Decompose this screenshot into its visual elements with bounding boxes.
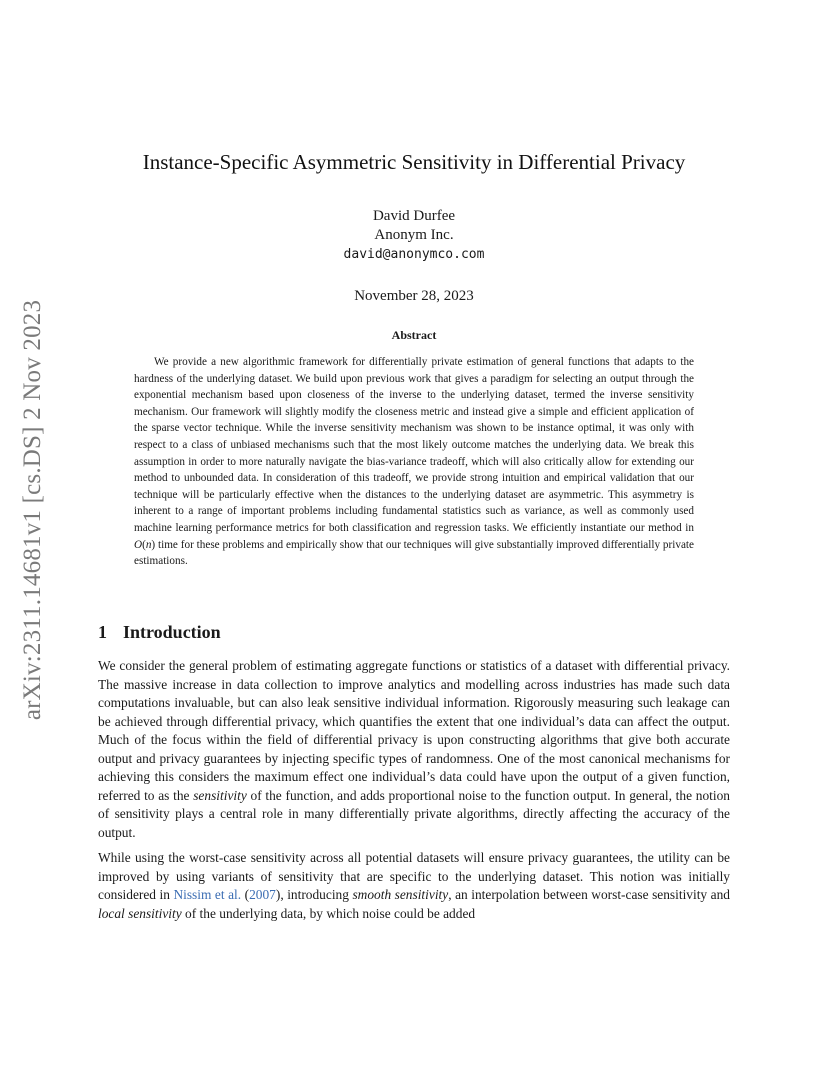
intro-p2-text-c: of the underlying data, by which noise could be added (181, 905, 476, 921)
author-block (0, 207, 828, 264)
abstract-heading: Abstract (391, 328, 437, 342)
intro-p2-text-a: While using the worst-case sensitivity across all potential datasets will ensure privacy guarantees, the utility can be improved by using variants of sensitivity that are specific to the underlying dataset. This notion was initially considered in (98, 850, 730, 902)
intro-p2-text-after-cite: ), introducing (275, 887, 353, 902)
author-affiliation: Anonym Inc. (374, 227, 454, 243)
math-big-o: O (134, 538, 143, 551)
intro-paragraph-1 (98, 657, 730, 842)
arxiv-identifier: arXiv:2311.14681v1 [cs.DS] 2 Nov 2023 (19, 299, 47, 721)
intro-p2-text-b: , an interpolation between worst-case sensitivity and (448, 887, 730, 902)
math-paren-close: ) (151, 538, 156, 551)
math-paren-open: ( (142, 538, 146, 551)
abstract-body (134, 354, 694, 570)
paper-date: November 28, 2023 (354, 288, 474, 304)
intro-p1-text-b: of the function, and adds proportional noise to the function output. In general, the notion of sensitivity plays a central role in many differentially private algorithms, directly affecting the accuracy of the output. (98, 787, 730, 840)
intro-paragraph-2 (98, 849, 730, 923)
term-smooth-sensitivity: smooth sensitivity (352, 887, 449, 902)
intro-p1-text-a: We consider the general problem of estimating aggregate functions or statistics of a dataset with differential privacy. The massive increase in data collection to improve analytics and modelling across industries has made such data computations invaluable, but can also leak sensitive individual information. Rigorously measuring such leakage can be achieved through differential privacy, which quantifies the extent that one individual’s data can affect the output. Much of the focus within the field of differential privacy is upon constructing algorithms that give both accurate output and privacy guarantees by injecting specific types of randomness. One of the most canonical mechanisms for achieving this considers the maximum effect one individual’s data could have upon the output of a given function, referred to as the (98, 658, 730, 803)
citation-paren-open: ( (241, 887, 250, 902)
citation-year-link[interactable]: 2007 (249, 887, 276, 902)
abstract-text-part-2: time for these problems and empirically show that our techniques will give substantially improved differentially private estimations. (134, 538, 694, 568)
citation-nissim-link[interactable]: Nissim et al. (173, 887, 242, 902)
author-email: david@anonymco.com (343, 247, 485, 262)
abstract-text-part-1: We provide a new algorithmic framework for differentially private estimation of general functions that adapts to the hardness of the underlying dataset. We build upon previous work that gives a paradigm for selecting an output through the exponential mechanism based upon closeness of the inverse to the underlying dataset, termed the inverse sensitivity mechanism. Our framework will slightly modify the closeness metric and instead give a simple and efficient application of the sparse vector technique. While the inverse sensitivity mechanism was shown to be instance optimal, it was only with respect to a class of unbiased mechanisms such that the most likely outcome matches the underlying data. We break this assumption in order to more naturally navigate the bias-variance tradeoff, which will also critically allow for extending our method to unbounded data. In consideration of this tradeoff, we provide strong intuition and empirical validation that our technique will be particularly effective when the distances to the underlying dataset are asymmetric. This asymmetry is inherent to a range of important problems including fundamental statistics such as variance, as well as commonly used machine learning performance metrics for both classification and regression tasks. We efficiently instantiate our method in (134, 356, 694, 534)
term-local-sensitivity: local sensitivity (98, 905, 182, 921)
author-name: David Durfee (372, 208, 456, 224)
section-title-text: Introduction (123, 622, 221, 642)
section-number: 1 (98, 622, 107, 642)
paper-title: Instance-Specific Asymmetric Sensitivity in Differential Privacy (142, 150, 686, 174)
math-n: n (145, 538, 152, 551)
section-heading-introduction (98, 622, 221, 643)
introduction-body (98, 657, 730, 930)
term-sensitivity: sensitivity (193, 787, 247, 803)
arxiv-side-stamp (14, 290, 52, 730)
